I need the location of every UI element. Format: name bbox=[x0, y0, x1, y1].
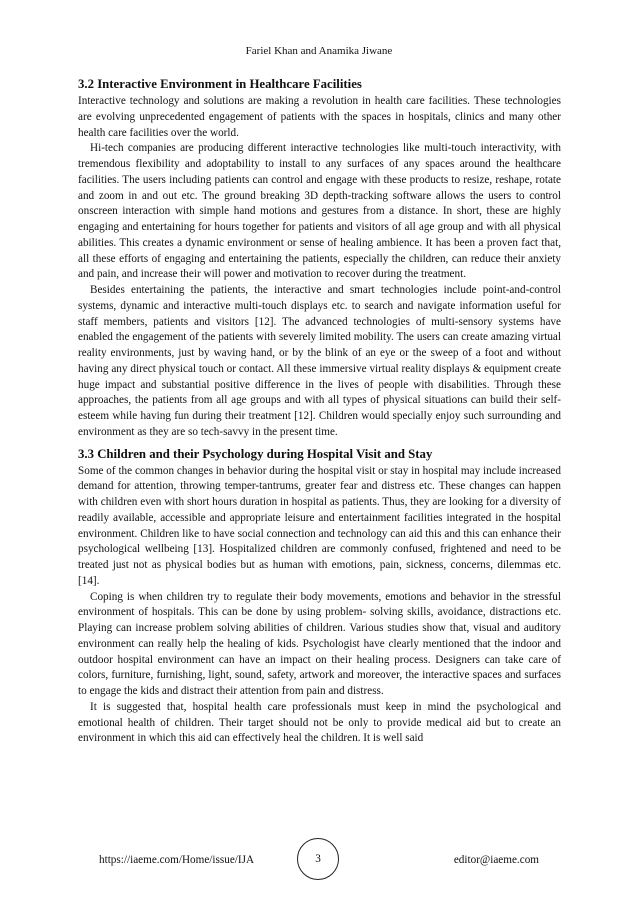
footer-email-link[interactable]: editor@iaeme.com bbox=[453, 854, 539, 866]
page-number-badge bbox=[297, 838, 339, 880]
paragraph: Hi-tech companies are producing different interactive technologies like multi-touch interactivity, with tremendous flexibility and adoptability to install to any surfaces of any spaces around the healthcare facilities. The users including patients can control and engage with these products to resize, reshape, rotate and zoom in and out etc. The ground breaking 3D depth-tracking software allows the users to control onscreen interaction with simple hand motions and gestures from a distance. In short, these are highly engaging and entertaining for hours together for patients and visitors of all age group and with all physical abilities. This creates a dynamic environment or sense of healing ambience. It has been a proven fact that, all these efforts of engaging and entertaining the patients, especially the children, can reduce their anxiety and pain, and increase their will power and motivation to recover during the treatment. bbox=[78, 142, 561, 281]
section-heading: 3.2 Interactive Environment in Healthcare Facilities bbox=[78, 77, 362, 91]
footer-url-link[interactable]: https://iaeme.com/Home/issue/IJA bbox=[99, 854, 255, 866]
paragraph: Some of the common changes in behavior during the hospital visit or stay in hospital may include increased demand for attention, throwing temper-tantrums, greater fear and distress etc. These changes can happen with children even with short hours duration in hospital as patients. Thus, they are looking for a diversity of readily available, accessible and appropriate leisure and entertainment facilities integrated in the hospital environment. Children like to have social connection and technology can aid this and this can enhance their psychological wellbeing [13]. Hospitalized children are commonly confused, frightened and need to be treated just not as physical bodies but as human with emotions, pain, sickness, concerns, dilemmas etc. [14]. bbox=[78, 464, 561, 587]
page-number: 3 bbox=[315, 853, 321, 865]
paragraph: Besides entertaining the patients, the interactive and smart technologies include point-and-control systems, dynamic and interactive multi-touch displays etc. to search and navigate information useful for staff members, patients and visitors [12]. The advanced technologies of multi-sensory systems have enabled the engagement of the patients with severely limited mobility. The users can create amazing virtual reality environments, just by waving hand, or by the blink of an eye or the sweep of a foot and without having any direct physical touch or contact. All these immersive virtual reality displays & equipment create huge impact and substantial positive difference in the lives of people with disabilities. Through these approaches, the patients from all age groups and with all types of physical situations can build their self-esteem while having fun during their treatment [12]. Children would specially enjoy such surrounding and environment as they are so tech-savvy in the present time. bbox=[78, 284, 561, 438]
paragraph: It is suggested that, hospital health care professionals must keep in mind the psychological and emotional health of children. Their target should not be only to provide medical aid but to create an environment in which this aid can effectively heal the children. It is well said bbox=[78, 700, 561, 745]
paragraph: Interactive technology and solutions are making a revolution in health care facilities. These technologies are evolving unprecedented engagement of patients with the spaces in hospitals, clinics and many other health care facilities over the world. bbox=[78, 95, 561, 139]
running-head: Fariel Khan and Anamika Jiwane bbox=[245, 45, 393, 57]
section-3-3 bbox=[78, 446, 561, 748]
paragraph: Coping is when children try to regulate their body movements, emotions and behavior in the stressful environment of hospitals. This can be done by using problem- solving skills, avoidance, distractions etc. Playing can increase problem solving abilities of children. Various studies show that, visual and auditory environment can really help the healing of kids. Psychologist have clearly mentioned that the indoor and outdoor hospital environment can have an impact on their healing process. Designers can take care of colors, furniture, furnishing, light, sound, safety, artwork and moreover, the interactive spaces and surfaces to engage the kids and distract their attention from pain and distress. bbox=[78, 590, 561, 697]
page-footer bbox=[0, 838, 638, 882]
section-3-2 bbox=[78, 76, 561, 441]
body-content bbox=[78, 76, 561, 747]
section-heading: 3.3 Children and their Psychology during Hospital Visit and Stay bbox=[78, 446, 433, 461]
